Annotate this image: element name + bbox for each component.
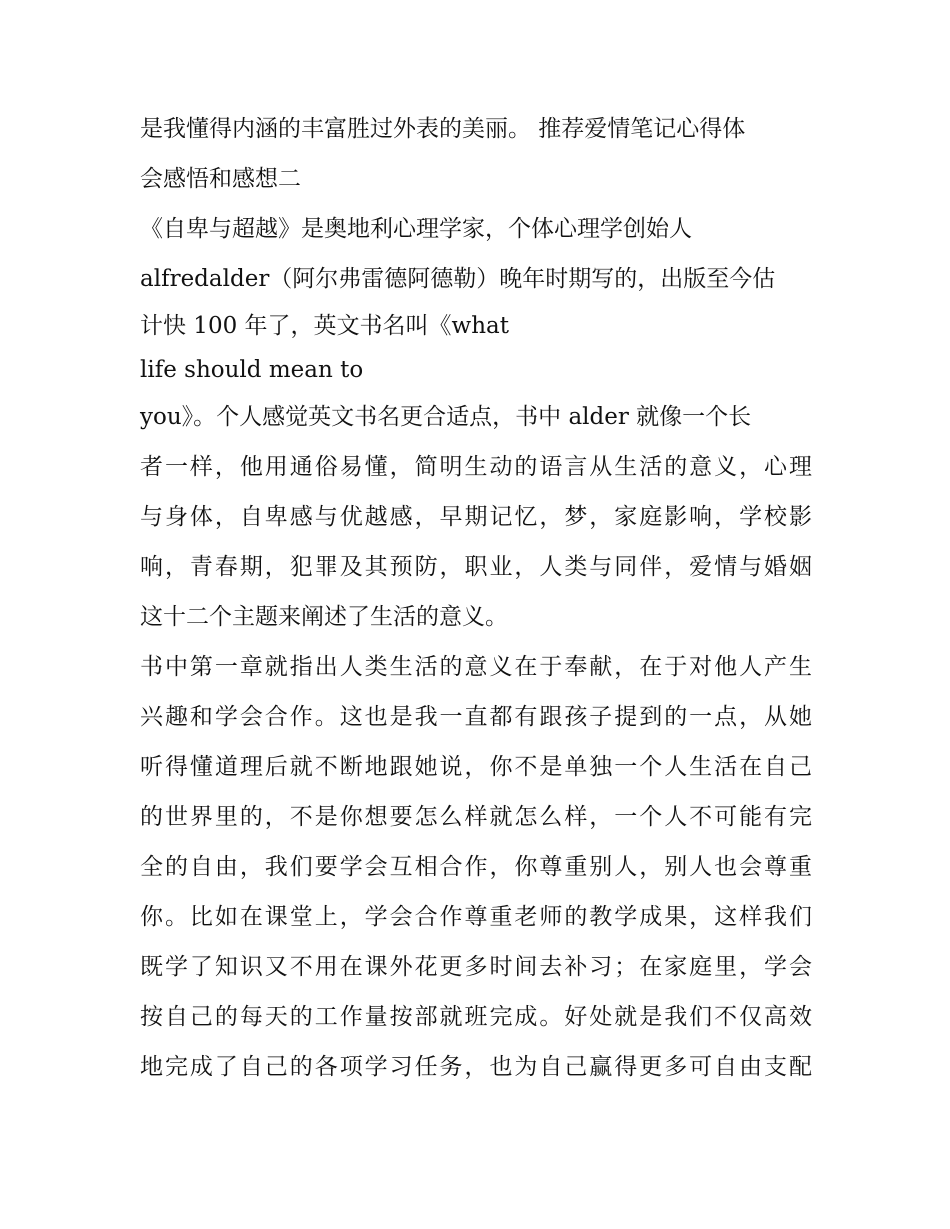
text-line: 兴趣和学会合作。这也是我一直都有跟孩子提到的一点，从她 xyxy=(140,704,812,730)
text-line: 听得懂道理后就不断地跟她说，你不是单独一个人生活在自己 xyxy=(140,754,812,780)
text-line: 地完成了自己的各项学习任务，也为自己赢得更多可自由支配 xyxy=(140,1054,812,1080)
text-line: 全的自由，我们要学会互相合作，你尊重别人，别人也会尊重 xyxy=(140,854,812,880)
text-line: 与身体，自卑感与优越感，早期记忆，梦，家庭影响，学校影 xyxy=(140,504,812,530)
text-line: 你。比如在课堂上，学会合作尊重老师的教学成果，这样我们 xyxy=(140,904,812,930)
text-line: 这十二个主题来阐述了生活的意义。 xyxy=(140,604,508,630)
body-text xyxy=(140,104,812,1092)
text-line: 会感悟和感想二 xyxy=(140,166,301,192)
text-line: life should mean to xyxy=(140,357,364,383)
text-line: 响，青春期，犯罪及其预防，职业，人类与同伴，爱情与婚姻 xyxy=(140,554,812,580)
text-line: 是我懂得内涵的丰富胜过外表的美丽。 推荐爱情笔记心得体 xyxy=(140,116,746,142)
text-line: 按自己的每天的工作量按部就班完成。好处就是我们不仅高效 xyxy=(140,1004,812,1030)
text-line: 《自卑与超越》是奥地利心理学家，个体心理学创始人 xyxy=(140,216,692,242)
text-line: 的世界里的，不是你想要怎么样就怎么样，一个人不可能有完 xyxy=(140,804,812,830)
text-line: 既学了知识又不用在课外花更多时间去补习；在家庭里，学会 xyxy=(140,954,812,980)
text-line: 书中第一章就指出人类生活的意义在于奉献，在于对他人产生 xyxy=(140,654,812,680)
text-line: alfredalder（阿尔弗雷德阿德勒）晚年时期写的，出版至今估 xyxy=(140,266,776,292)
text-line: you》。个人感觉英文书名更合适点，书中 alder 就像一个长 xyxy=(140,404,752,430)
text-line: 者一样，他用通俗易懂，简明生动的语言从生活的意义，心理 xyxy=(140,454,812,480)
text-line: 计快 100 年了，英文书名叫《what xyxy=(140,313,509,339)
